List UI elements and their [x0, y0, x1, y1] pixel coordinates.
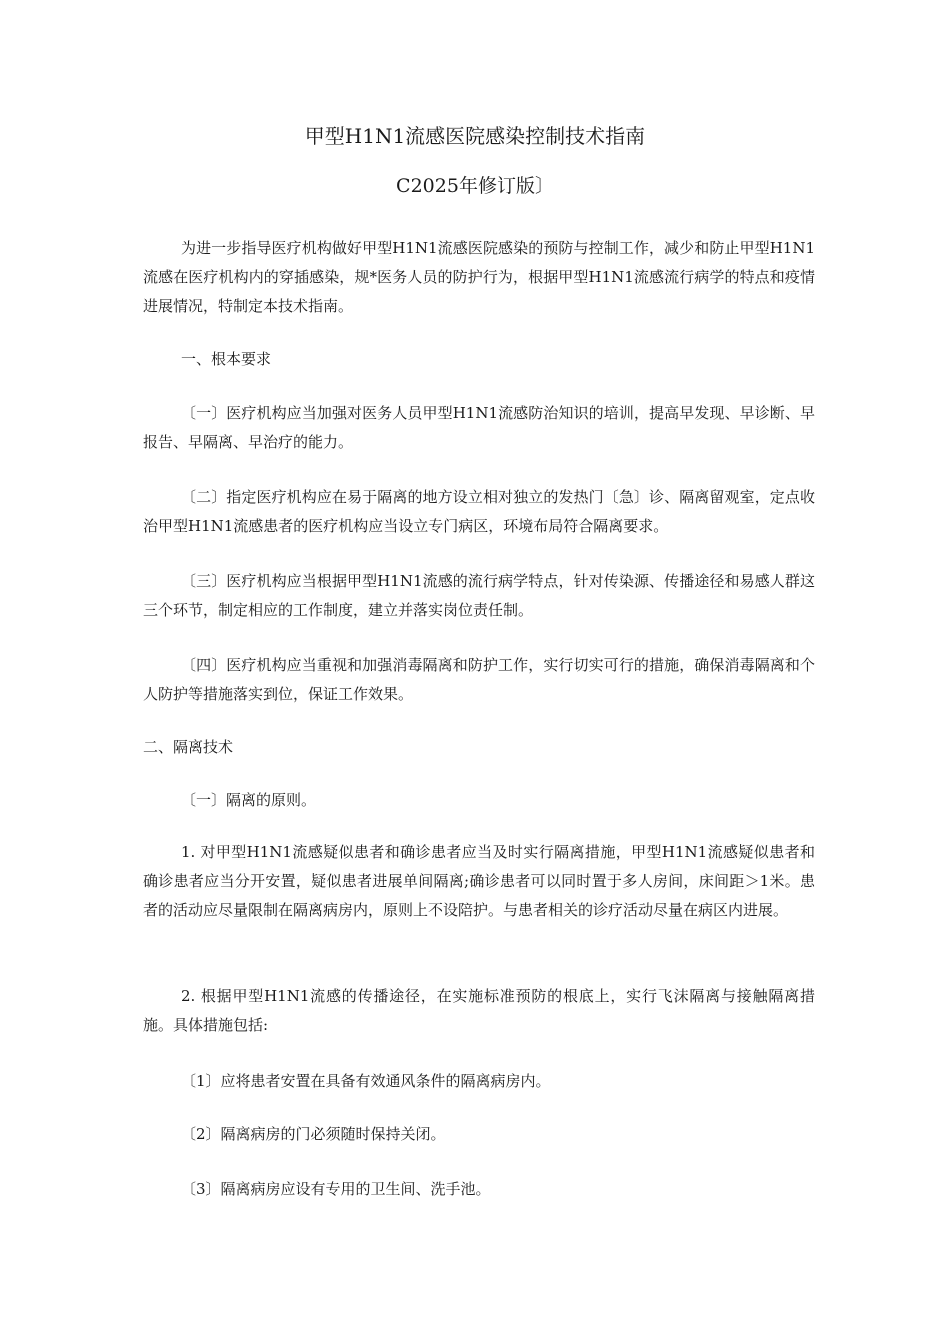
subsection-heading: 〔一〕隔离的原则。	[181, 791, 317, 809]
measure-item-1: 〔1〕应将患者安置在具备有效通风条件的隔离病房内。	[181, 1072, 551, 1090]
requirement-item-4: 〔四〕医疗机构应当重视和加强消毒隔离和防护工作，实行切实可行的措施，确保消毒隔离和个人防护等措施落实到位，保证工作效果。	[143, 656, 815, 703]
measure-item-3: 〔3〕隔离病房应设有专用的卫生间、洗手池。	[181, 1180, 491, 1198]
intro-paragraph: 为进一步指导医疗机构做好甲型H1N1流感医院感染的预防与控制工作，减少和防止甲型H1N1流感在医疗机构内的穿插感染，规*医务人员的防护行为，根据甲型H1N1流感流行病学的特点和疫情进展情况，特制定本技术指南。	[143, 239, 815, 315]
requirement-item-2: 〔二〕指定医疗机构应在易于隔离的地方设立相对独立的发热门〔急〕诊、隔离留观室，定点收治甲型H1N1流感患者的医疗机构应当设立专门病区，环境布局符合隔离要求。	[143, 488, 815, 535]
document-subtitle: C2025年修订版〕	[396, 175, 554, 197]
requirement-item-1: 〔一〕医疗机构应当加强对医务人员甲型H1N1流感防治知识的培训，提高早发现、早诊断、早报告、早隔离、早治疗的能力。	[143, 404, 815, 451]
isolation-point-1: 1. 对甲型H1N1流感疑似患者和确诊患者应当及时实行隔离措施，甲型H1N1流感疑似患者和确诊患者应当分开安置，疑似患者进展单间隔离;确诊患者可以同时置于多人房间，床间距＞1米。患者的活动应尽量限制在隔离病房内，原则上不设陪护。与患者相关的诊疗活动尽量在病区内进展。	[143, 843, 815, 919]
requirement-item-3: 〔三〕医疗机构应当根据甲型H1N1流感的流行病学特点，针对传染源、传播途径和易感人群这三个环节，制定相应的工作制度，建立并落实岗位责任制。	[143, 572, 815, 619]
isolation-point-2: 2. 根据甲型H1N1流感的传播途径，在实施标准预防的根底上，实行飞沫隔离与接触隔离措施。具体措施包括:	[143, 987, 815, 1034]
measure-item-2: 〔2〕隔离病房的门必须随时保持关闭。	[181, 1125, 446, 1143]
section-heading-2: 二、隔离技术	[143, 738, 234, 756]
document-title: 甲型H1N1流感医院感染控制技术指南	[304, 124, 646, 148]
section-heading-1: 一、根本要求	[181, 350, 272, 368]
